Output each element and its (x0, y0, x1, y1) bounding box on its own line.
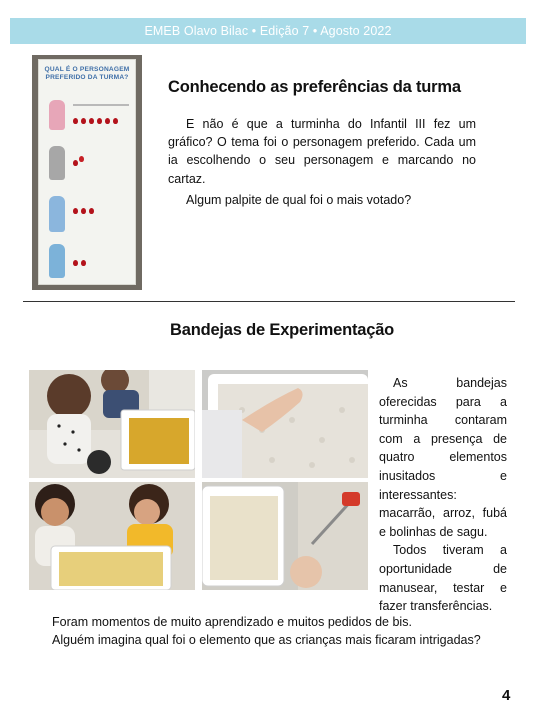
photo-rice-illustration (202, 482, 368, 590)
vote-mark (73, 208, 78, 214)
section-title-preferences: Conhecendo as preferências da turma (168, 78, 461, 96)
vote-mark (113, 118, 118, 124)
vote-mark (89, 118, 94, 124)
trays-description (379, 374, 507, 616)
closing-text: Foram momentos de muito aprendizado e muitos pedidos de bis. (52, 615, 412, 629)
closing-paragraph (32, 613, 488, 631)
photo-pasta-tray (29, 370, 195, 478)
trays-paragraph (379, 374, 507, 541)
vote-mark (79, 156, 84, 162)
header-band (10, 18, 526, 44)
character-drawing (49, 100, 65, 130)
section-title-trays: Bandejas de Experimentação (170, 321, 395, 339)
poster-paper (38, 59, 136, 285)
photo-cornmeal-illustration (29, 482, 195, 590)
character-drawing (49, 244, 65, 278)
poster-subline (73, 104, 129, 106)
preferences-text: E não é que a turminha do Infantil III fez um gráfico? O tema foi o personagem preferido. Cada um ia escolhendo o seu personagem e marcando no cartaz. (168, 117, 476, 186)
closing-question: Alguém imagina qual foi o elemento que as crianças mais ficaram intrigadas? (52, 633, 481, 648)
preferences-question-text: Algum palpite de qual foi o mais votado? (186, 193, 412, 207)
vote-mark (73, 260, 78, 266)
character-drawing (49, 196, 65, 232)
poster-photo (32, 55, 142, 290)
vote-mark (81, 118, 86, 124)
vote-mark (73, 118, 78, 124)
vote-mark (97, 118, 102, 124)
vote-mark (81, 208, 86, 214)
vote-mark (105, 118, 110, 124)
closing-paragraphs (32, 613, 488, 649)
preferences-question (168, 191, 476, 209)
photo-sago-illustration (202, 370, 368, 478)
photo-sago-tray (202, 370, 368, 478)
trays-text: As bandejas oferecidas para a turminha contaram com a presença de quatro elementos inusitados e interessantes: macarrão, arroz, fubá e bolinhas de sagu. (379, 376, 507, 539)
photo-pasta-illustration (29, 370, 195, 478)
vote-mark (89, 208, 94, 214)
poster-title: QUAL É O PERSONAGEM PREFERIDO DA TURMA? (44, 66, 130, 81)
photo-cornmeal-tray (29, 482, 195, 590)
trays-paragraph (379, 541, 507, 615)
page-number: 4 (502, 687, 511, 704)
section-divider (23, 301, 515, 302)
closing-paragraph (32, 631, 488, 649)
vote-mark (73, 160, 78, 166)
vote-mark (81, 260, 86, 266)
newsletter-header: EMEB Olavo Bilac • Edição 7 • Agosto 2022 (144, 24, 392, 38)
trays-text-2: Todos tiveram a oportunidade de manusear, testar e fazer transferências. (379, 543, 507, 614)
preferences-paragraph (168, 115, 476, 188)
photo-rice-tray (202, 482, 368, 590)
character-drawing (49, 146, 65, 180)
